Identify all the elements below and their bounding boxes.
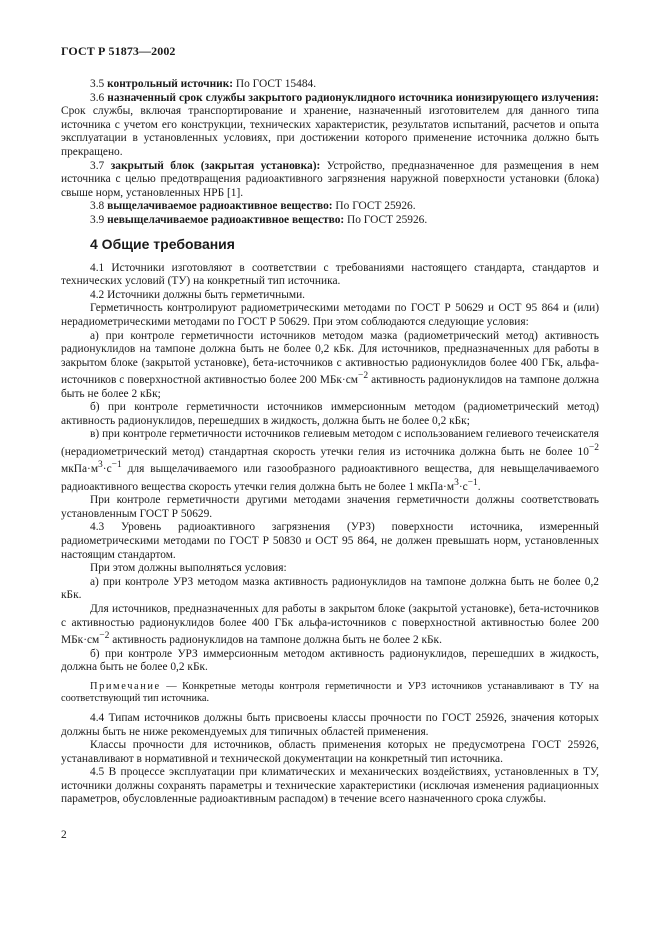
page-number: 2 — [61, 829, 67, 841]
document-body — [61, 78, 599, 807]
clause-4-4: 4.4 Типам источников должны быть присвоены классы прочности по ГОСТ 25926, значения которых должны быть не ниже рекомендуемых для типичных областей применения. — [61, 711, 599, 738]
clause-4-2-b: б) при контроле герметичности источников иммерсионным методом (радиометрический метод) активность радионуклидов, перешедших в жидкость, должна быть не более 0,2 кБк; — [61, 401, 599, 427]
clause-4-4-body: Классы прочности для источников, область применения которых не предусмотрена ГОСТ 25926, устанавливают в нормативной и технической документации на конкретный тип источника. — [61, 739, 599, 765]
clause-4-3-closed-block: Для источников, предназначенных для работы в закрытом блоке (закрытой установке), бета-источников с активностью радионуклидов более 400 ГБк альфа-источников с поверхностной активностью более 200 $МБк\cdot см^{-2}$ активность радионуклидов на тампоне должна быть не более 2 кБк. — [61, 602, 599, 646]
clause-3-8: 3.8 выщелачиваемое радиоактивное вещество: По ГОСТ 25926. — [90, 200, 416, 213]
clause-3-6: 3.6 назначенный срок службы закрытого радионуклидного источника ионизирующего излучения: Срок службы, включая транспортирование и хранение, назначенный изготовителем для данного типа источника с учетом его конструкции, технических характеристик, результатов испытаний, расчетов и опыта эксплуатации в установленных условиях, при достижении которого применение источника должно быть прекращено. — [61, 91, 599, 158]
note-label: Примечание — [90, 680, 161, 692]
term: невыщелачиваемое радиоактивное вещество: — [107, 213, 345, 226]
section-heading: 4 Общие требования — [90, 235, 235, 252]
note: Примечание — Конкретные методы контроля герметичности и УРЗ источников устанавливают в ТУ на соответствующий тип источника. — [61, 680, 599, 705]
document-header: ГОСТ Р 51873—2002 — [61, 44, 176, 58]
clause-4-3-b: б) при контроле УРЗ иммерсионным методом активность радионуклидов, перешедших в жидкость, должна быть не более 0,2 кБк. — [61, 647, 599, 674]
clause-3-7: 3.7 закрытый блок (закрытая установка): Устройство, предназначенное для размещения в нем источника с целью предотвращения радиоактивного загрязнения наружной поверхности установки (блока) свыше норм, установленных НРБ [1]. — [61, 159, 600, 199]
clause-4-2: 4.2 Источники должны быть герметичными. — [90, 288, 306, 301]
clause-4-3-a: а) при контроле УРЗ методом мазка активность радионуклидов на тампоне должна быть не более 0,2 кБк. — [61, 575, 599, 602]
term: контрольный источник: — [107, 78, 234, 90]
clause-3-9: 3.9 невыщелачиваемое радиоактивное вещество: По ГОСТ 25926. — [90, 213, 428, 226]
clause-4-2-v: в) при контроле герметичности источников гелиевым методом с использованием гелиевого течеискателя (нерадиометрический метод) стандартная скорость утечки гелия из источника должна быть не более $10^{-2}$ $мкПа\cdot м^3\cdot с^{-1}$ для выщелачиваемого или газообразного радиоактивного вещества, для невыщелачиваемого радиоактивного вещества скорость утечки гелия должна быть не более 1 $мкПа\cdot м^3\cdot с^{-1}$. — [61, 428, 599, 493]
clause-4-2-other: При контроле герметичности другими методами значения герметичности должны соответствовать установленным ГОСТ Р 50629. — [61, 494, 599, 520]
clause-4-3: 4.3 Уровень радиоактивного загрязнения (УРЗ) поверхности источника, измеренный радиометрическими методами по ГОСТ Р 50830 и ОСТ 95 864, не должен превышать норм, установленных настоящим стандартом. — [61, 521, 599, 561]
term: выщелачиваемое радиоактивное вещество: — [107, 200, 333, 213]
clause-4-2-a: а) при контроле герметичности источников методом мазка (радиометрический метод) активность радионуклидов на тампоне должна быть не более 0,2 кБк. Для источников, предназначенных для работы в закрытом блоке (закрытой установке), бета-источников с активностью радионуклидов более 400 ГБк, альфа-источников с поверхностной активностью более 200 $МБк\cdot см^{-2}$ активность радионуклидов на тампоне должна быть не более 2 кБк; — [61, 329, 600, 400]
clause-4-3-body: При этом должны выполняться условия: — [90, 562, 287, 575]
clause-4-5: 4.5 В процессе эксплуатации при климатических и механических воздействиях, установленных в ТУ, источники должны сохранять параметры и технические характеристики (исключая изменения радиационных параметров, обусловленные радиоактивным распадом) в течение всего назначенного срока службы. — [61, 766, 599, 806]
term: назначенный срок службы закрытого радионуклидного источника ионизирующего излучения: — [107, 91, 599, 104]
term: закрытый блок (закрытая установка): — [110, 159, 321, 172]
clause-4-1: 4.1 Источники изготовляют в соответствии с требованиями настоящего стандарта, стандартов и технических условий (ТУ) на конкретный тип источника. — [61, 261, 599, 288]
clause-4-2-body: Герметичность контролируют радиометрическими методами по ГОСТ Р 50629 и ОСТ 95 864 и (или) нерадиометрическими методами по ГОСТ Р 50629. При этом соблюдаются следующие условия: — [61, 302, 599, 328]
clause-3-5: 3.5 контрольный источник: По ГОСТ 15484. — [90, 78, 317, 90]
